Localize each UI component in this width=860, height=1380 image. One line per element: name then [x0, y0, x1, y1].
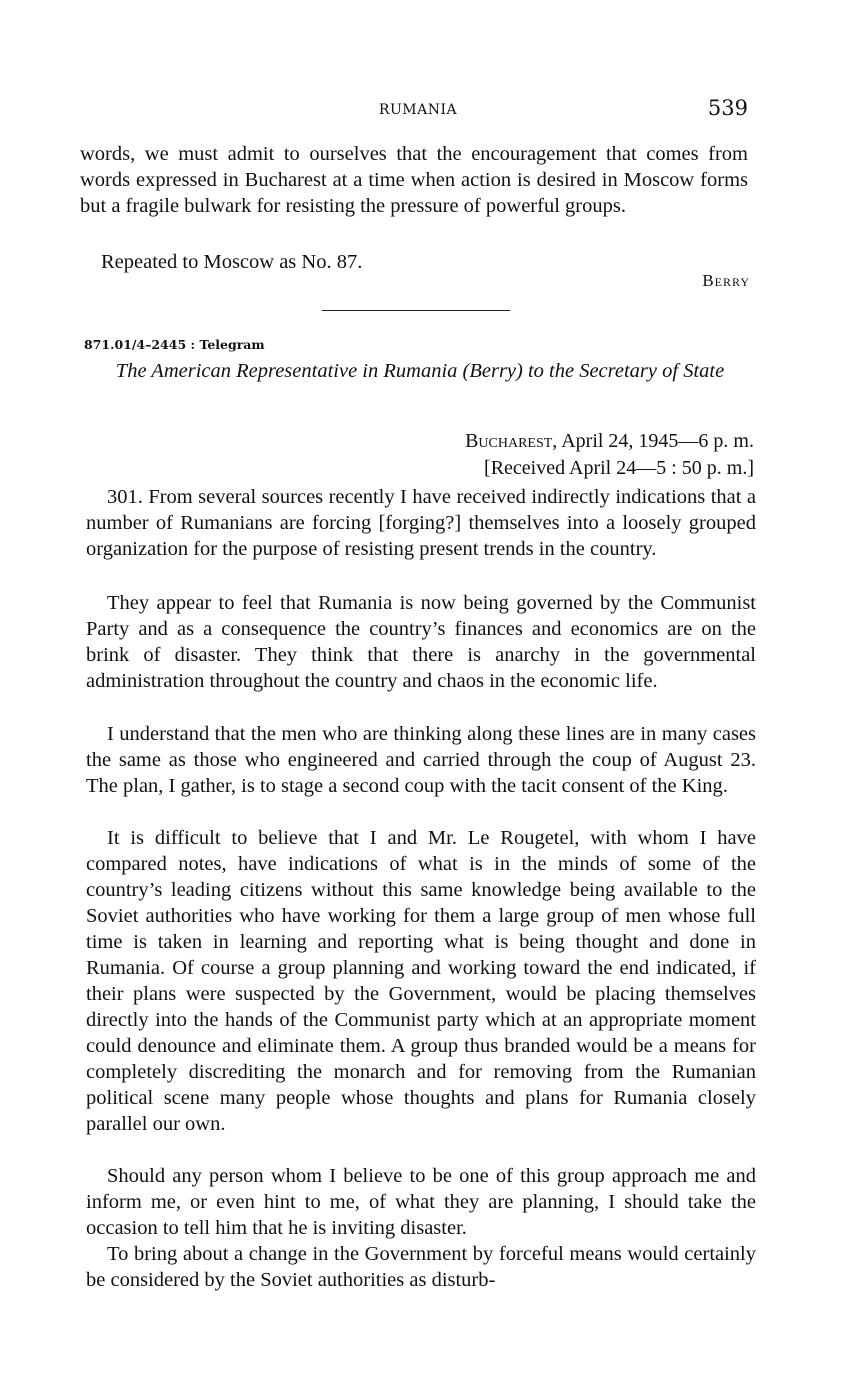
dateline-place: Bucharest, [465, 430, 558, 452]
continuation-paragraph: words, we must admit to ourselves that the encouragement that comes from words expressed in Bucharest at a time when action is desired in Moscow forms but a fragile bulwark for resisting the pressure of powerful groups. [80, 143, 748, 217]
running-head [80, 96, 756, 126]
received-note: [Received April 24—5 : 50 p. m.] [484, 457, 754, 479]
file-reference: 871.01/4–2445 : Telegram [84, 337, 265, 352]
body-paragraph-3: I understand that the men who are thinking along these lines are in many cases the same as those who engineered and carried through the coup of August 23. The plan, I gather, is to stage a second coup with the tacit consent of the King. [86, 723, 756, 797]
repeated-note: Repeated to Moscow as No. 87. [101, 251, 363, 273]
section-divider [322, 310, 510, 311]
body-paragraph-1: 301. From several sources recently I have received indirectly indications that a number of Rumanians are forcing [forging?] themselves into a loosely grouped organization for the purpose of resisting present trends in the country. [86, 486, 756, 560]
document-title: The American Representative in Rumania (Berry) to the Secretary of State [115, 360, 725, 382]
body-paragraph-5: Should any person whom I believe to be one of this group approach me and inform me, or even hint to me, of what they are planning, I should take the occasion to tell him that he is inviting disaster. [86, 1165, 756, 1239]
running-title: RUMANIA [378, 102, 458, 118]
body-paragraph-4: It is difficult to believe that I and Mr. Le Rougetel, with whom I have compared notes, have indications of what is in the minds of some of the country’s leading citizens without this same knowledge being available to the Soviet authorities who have working for them a large group of men whose full time is taken in learning and reporting what is being thought and done in Rumania. Of course a group planning and working toward the end indicated, if their plans were suspected by the Government, would be placing themselves directly into the hands of the Communist party which at an appropriate moment could denounce and eliminate them. A group thus branded would be a means for completely discrediting the monarch and for removing from the Rumanian political scene many people whose thoughts and plans for Rumania closely parallel our own. [86, 827, 756, 1135]
page-number: 539 [707, 96, 748, 120]
body-paragraph-2: They appear to feel that Rumania is now being governed by the Communist Party and as a consequence the country’s finances and economics are on the brink of disaster. They think that there is anarchy in the governmental administration throughout the country and chaos in the economic life. [86, 592, 756, 692]
body-paragraph-6: To bring about a change in the Government by forceful means would certainly be considered by the Soviet authorities as disturb- [86, 1243, 756, 1291]
dateline [465, 428, 754, 482]
signature: Berry [702, 271, 750, 290]
dateline-date: April 24, 1945—6 p. m. [561, 430, 754, 452]
